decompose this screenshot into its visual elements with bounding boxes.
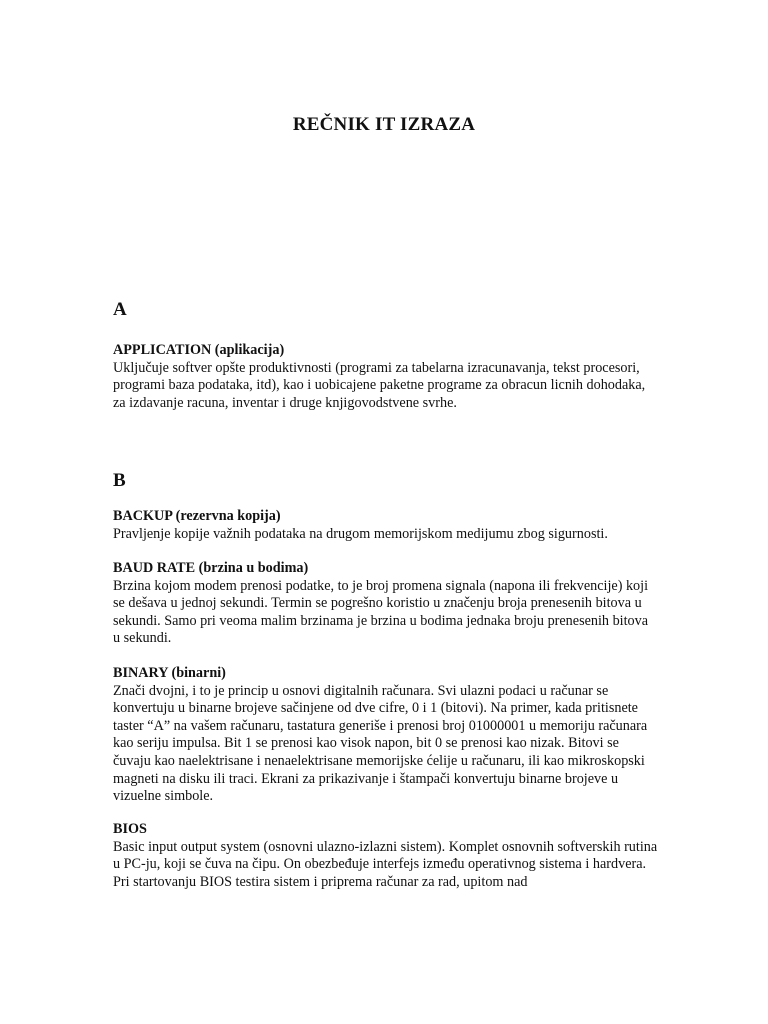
entry-definition: Pravljenje kopije važnih podataka na drugom memorijskom medijumu zbog sigurnosti. (113, 525, 608, 542)
entry-binary (113, 665, 658, 806)
document-title: REČNIK IT IZRAZA (292, 114, 476, 135)
entry-term: BINARY (binarni) (113, 665, 226, 681)
entry-baud-rate (113, 560, 658, 648)
entry-term: BAUD RATE (brzina u bodima) (113, 560, 309, 576)
entry-term: APPLICATION (aplikacija) (113, 342, 285, 358)
entry-application (113, 342, 658, 412)
entry-definition: Uključuje softver opšte produktivnosti (programi za tabelarna izracunavanja, tekst procesori, programi baza podataka, itd), kao i uobicajene paketne programe za obracun licnih dohodaka, za izdavanje racuna, inventar i druge knjigovodstvene svrhe. (113, 359, 646, 411)
entry-definition: Brzina kojom modem prenosi podatke, to je broj promena signala (napona ili frekvencije) koji se dešava u jednoj sekundi. Termin se pogrešno koristio u značenju broja prenesenih bitova u sekundi. Samo pri veoma malim brzinama je brzina u bodima jednaka broju prenesenih bitova u sekundi. (113, 577, 649, 647)
entry-backup (113, 508, 658, 543)
entry-bios (113, 821, 658, 891)
entry-definition: Znači dvojni, i to je princip u osnovi digitalnih računara. Svi ulazni podaci u računar se konvertuju u binarne brojeve sačinjene od dve cifre, 0 i 1 (bitovi). Na primer, kada pritisnete taster “A” na vašem računaru, tastatura generiše i prenosi broj 01000001 u memoriju računara kao seriju impulsa. Bit 1 se prenosi kao visok napon, bit 0 se prenosi kao nizak. Bitovi se čuvaju kao naelektrisane i nenaelektrisane memorijske ćelije u računaru, ili kao mikroskopski magneti na disku ili traci. Ekrani za prikazivanje i štampači konvertuju binarne brojeve u vizuelne simbole. (113, 682, 648, 805)
entry-term: BIOS (113, 821, 147, 837)
section-heading-a: A (113, 299, 127, 320)
entry-definition: Basic input output system (osnovni ulazno-izlazni sistem). Komplet osnovnih softverskih rutina u PC-ju, koji se čuva na čipu. On obezbeđuje interfejs između operativnog sistema i hardvera. Pri startovanju BIOS testira sistem i priprema računar za rad, upitom nad (113, 838, 658, 890)
entry-term: BACKUP (rezervna kopija) (113, 508, 281, 524)
section-heading-b: B (113, 470, 126, 491)
